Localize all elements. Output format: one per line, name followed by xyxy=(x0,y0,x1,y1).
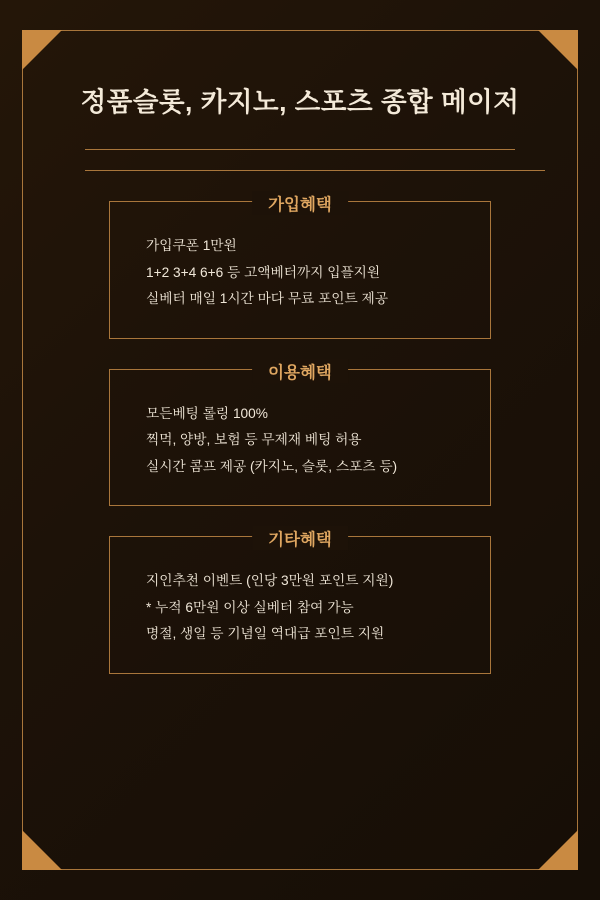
benefit-section-usage xyxy=(109,363,491,507)
benefit-line-list xyxy=(146,404,490,478)
benefit-line-list xyxy=(146,236,490,310)
benefit-line: 모든베팅 롤링 100% xyxy=(146,405,268,421)
divider-line-lower xyxy=(85,170,545,171)
section-title-usage: 이용혜택 xyxy=(252,359,348,383)
divider-line-upper xyxy=(85,149,515,150)
benefit-line: 가입쿠폰 1만원 xyxy=(146,238,237,253)
benefit-line: 찍먹, 양방, 보험 등 무제재 베팅 허용 xyxy=(146,432,362,448)
divider-group xyxy=(85,149,515,171)
page-title: 정품슬롯, 카지노, 스포츠 종합 메이저 xyxy=(80,87,520,117)
benefit-line: 지인추천 이벤트 (인당 3만원 포인트 지원) xyxy=(146,573,394,589)
benefit-line: 명절, 생일 등 기념일 역대급 포인트 지원 xyxy=(146,626,385,642)
benefit-box xyxy=(109,196,491,339)
benefit-line: 1+2 3+4 6+6 등 고액베터까지 입플지원 xyxy=(146,264,381,280)
benefit-line: 실베터 매일 1시간 마다 무료 포인트 제공 xyxy=(146,291,388,307)
benefit-section-other xyxy=(109,531,491,674)
benefit-line: * 누적 6만원 이상 실베터 참여 가능 xyxy=(146,599,354,615)
benefit-line-list xyxy=(146,571,490,645)
benefit-box xyxy=(109,363,491,507)
benefit-section-signup xyxy=(109,196,491,339)
section-title-signup: 가입혜택 xyxy=(252,191,348,215)
benefit-line: 실시간 콤프 제공 (카지노, 슬롯, 스포츠 등) xyxy=(146,458,398,474)
poster-content xyxy=(22,30,578,870)
benefit-box xyxy=(109,531,491,674)
benefit-sections xyxy=(56,196,544,674)
section-title-other: 기타혜택 xyxy=(252,526,348,550)
